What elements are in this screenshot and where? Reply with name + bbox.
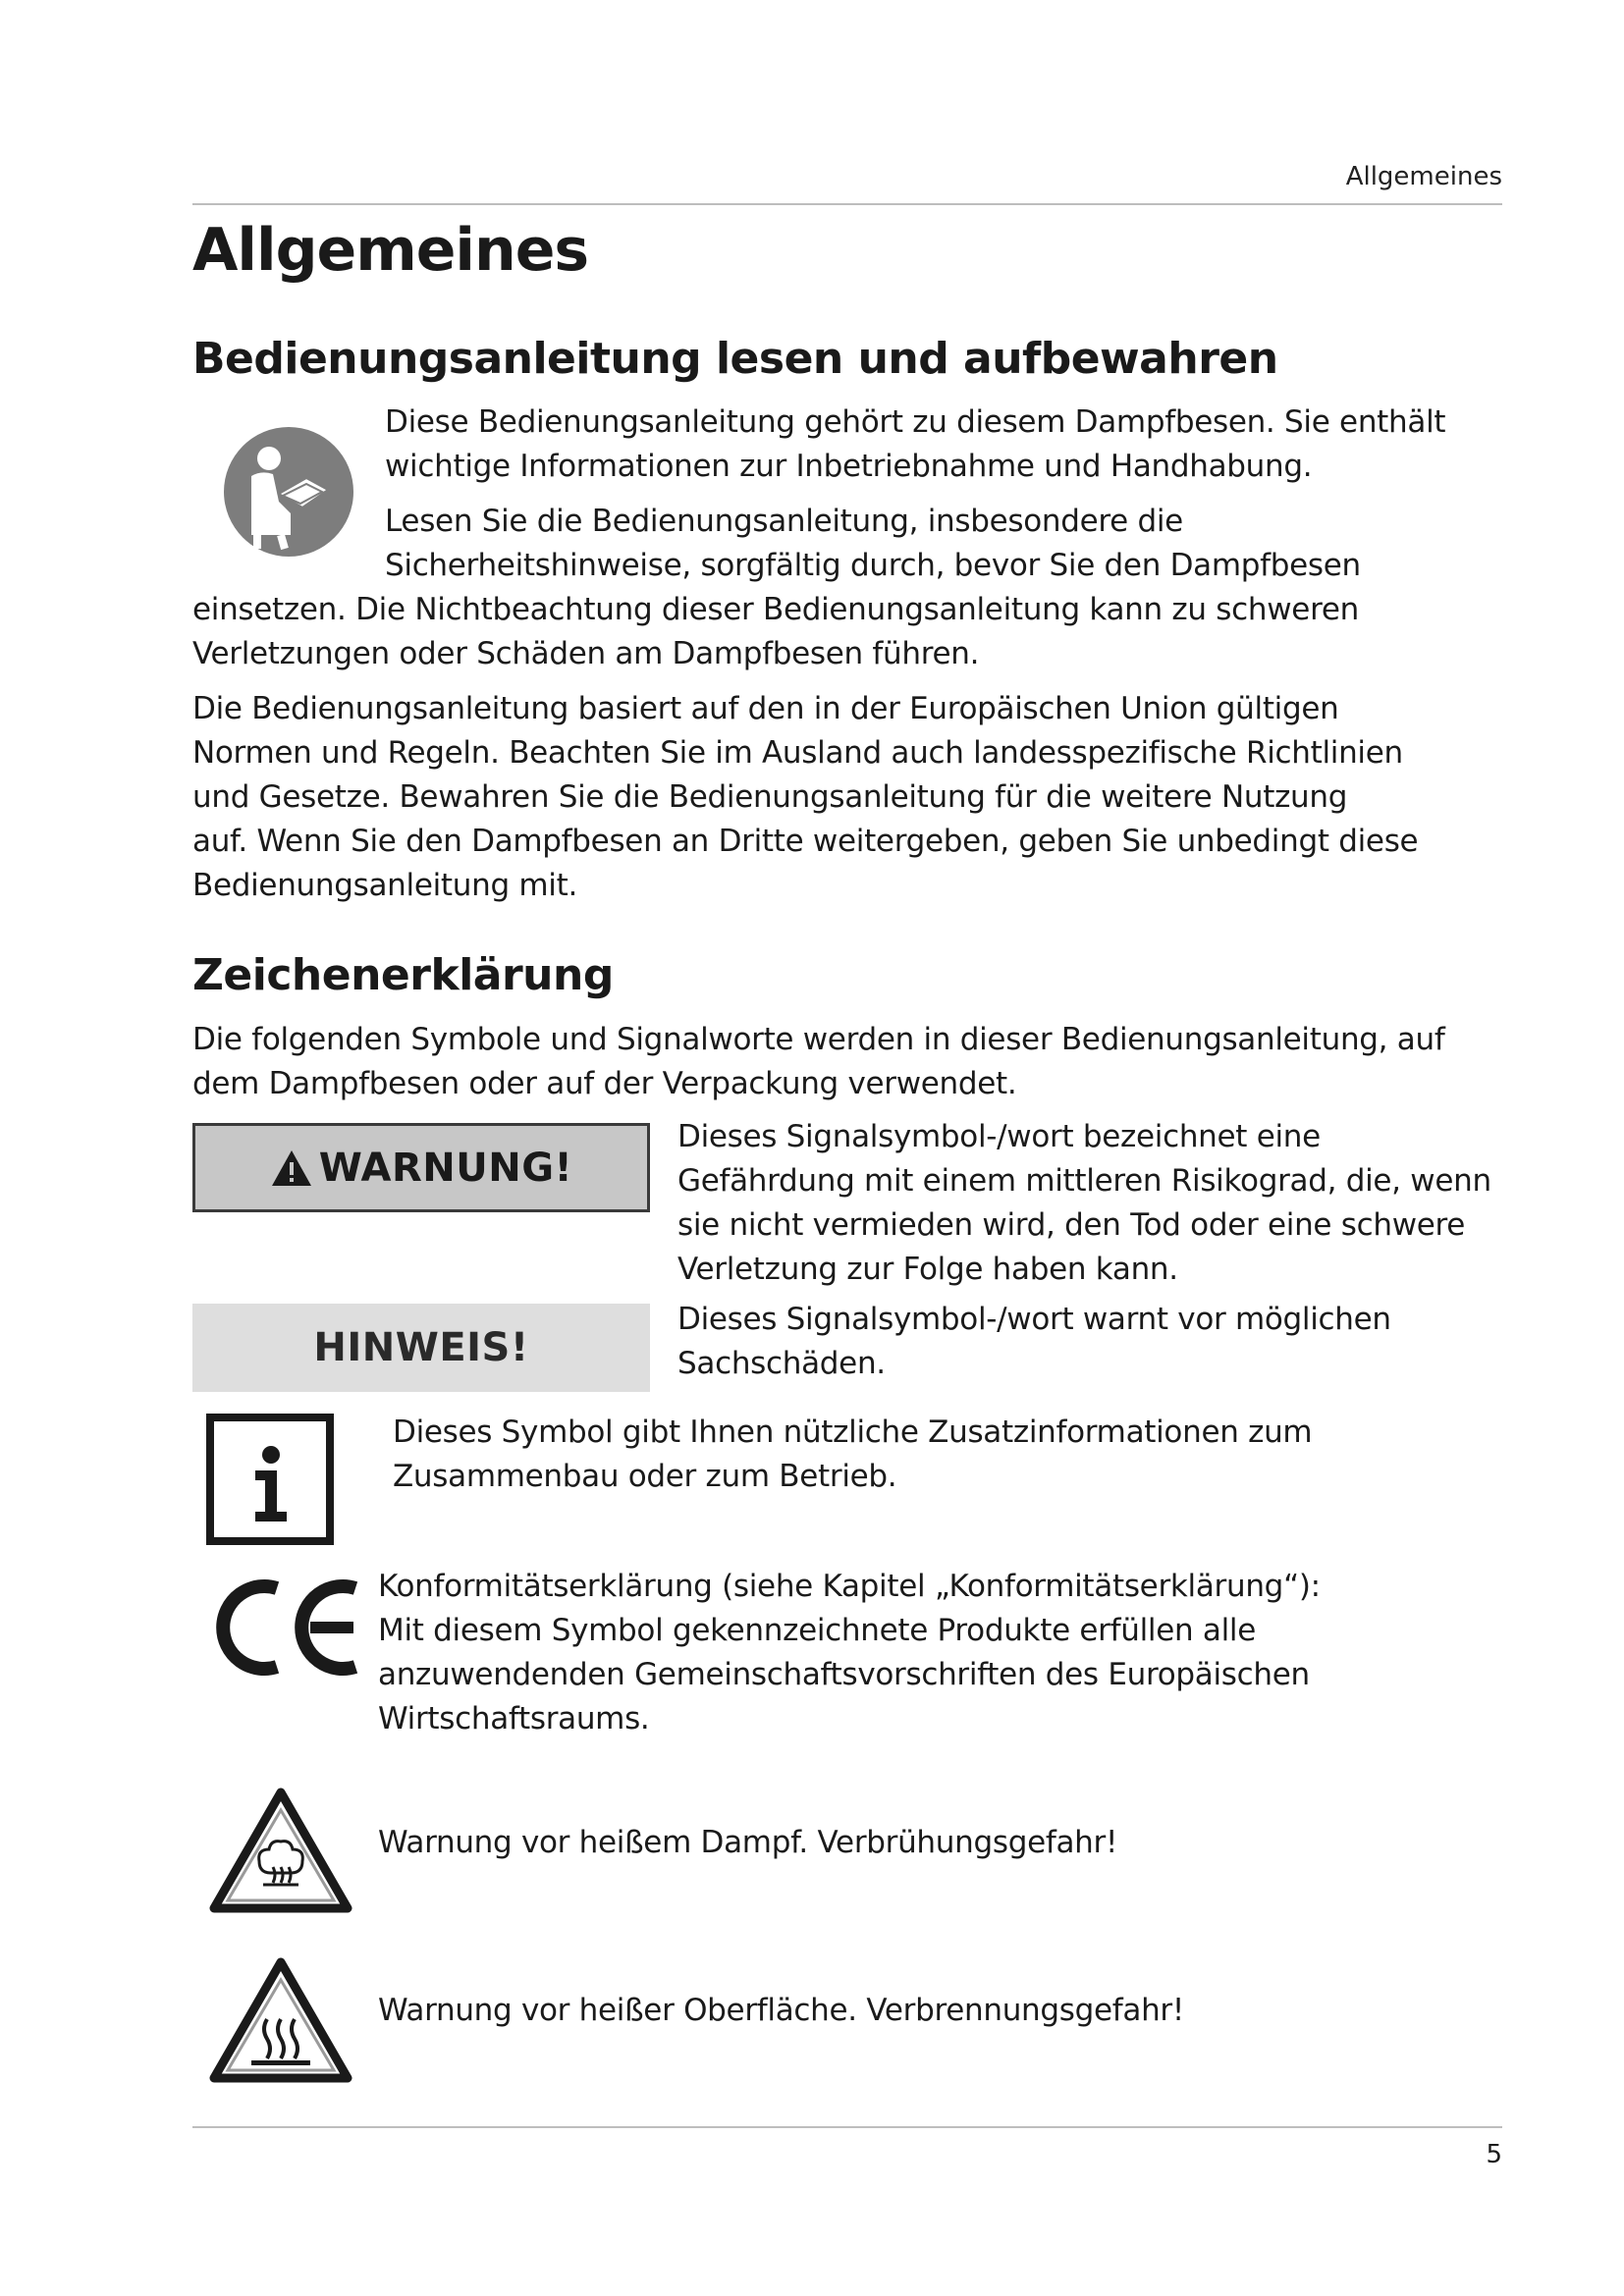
page-number: 5 [1486,2140,1502,2169]
symbols-intro: Die folgenden Symbole und Signalworte werden in dieser Bedienungsanleitung, auf dem Dampfbesen oder auf der Verpackung verwendet. [192,1022,1445,1101]
section-heading-read-manual: Bedienungsanleitung lesen und aufbewahren [192,334,1278,384]
hot-surface-description: Warnung vor heißer Oberfläche. Verbrennungsgefahr! [378,1993,1185,2028]
info-description: Dieses Symbol gibt Ihnen nützliche Zusatzinformationen zum Zusammenbau oder zum Betrieb. [393,1415,1313,1494]
section-heading-symbols: Zeichenerklärung [192,950,614,1000]
read-manual-paragraph-3: Die Bedienungsanleitung basiert auf den in der Europäischen Union gültigen Normen und Regeln. Beachten Sie im Ausland auch landesspezifische Richtlinien und Gesetze. Bewahren Sie die Bedienungsanleitung für die weitere Nutzung auf. Wenn Sie den Dampfbesen an Dritte weitergeben, geben Sie unbedingt diese Bedienungsanleitung mit. [192,691,1419,903]
warning-label: WARNUNG! [318,1145,573,1191]
note-signal-box [192,1304,650,1392]
ce-description: Konformitätserklärung (siehe Kapitel „Konformitätserklärung“): Mit diesem Symbol gekennzeichnete Produkte erfüllen alle anzuwendenden Gemeinschaftsvorschriften des Europäischen Wirtschaftsraums. [378,1569,1321,1736]
header-rule [192,203,1502,205]
ce-mark-icon [208,1575,363,1681]
read-manual-paragraph-1: Diese Bedienungsanleitung gehört zu diesem Dampfbesen. Sie enthält wichtige Informationen zur Inbetriebnahme und Handhabung. [385,404,1446,484]
read-manual-paragraph-2b: einsetzen. Die Nichtbeachtung dieser Bedienungsanleitung kann zu schweren Verletzungen oder Schäden am Dampfbesen führen. [192,592,1359,671]
read-manual-icon [222,425,355,559]
running-header: Allgemeines [1345,162,1502,191]
note-description: Dieses Signalsymbol-/wort warnt vor möglichen Sachschäden. [677,1302,1391,1381]
hot-steam-warning-icon [208,1787,353,1914]
footer-rule [192,2126,1502,2128]
warning-description: Dieses Signalsymbol-/wort bezeichnet eine Gefährdung mit einem mittleren Risikograd, die, wenn sie nicht vermieden wird, den Tod oder eine schwere Verletzung zur Folge haben kann. [677,1119,1491,1287]
warning-triangle-icon [270,1148,313,1188]
note-label: HINWEIS! [313,1325,529,1370]
read-manual-paragraph-2a: Lesen Sie die Bedienungsanleitung, insbesondere die Sicherheitshinweise, sorgfältig durch, bevor Sie den Dampfbesen [385,504,1361,583]
warning-signal-box [192,1123,650,1212]
hot-steam-description: Warnung vor heißem Dampf. Verbrühungsgefahr! [378,1825,1118,1860]
hot-surface-warning-icon [208,1956,353,2084]
page-title: Allgemeines [192,216,589,285]
info-icon [206,1414,334,1545]
